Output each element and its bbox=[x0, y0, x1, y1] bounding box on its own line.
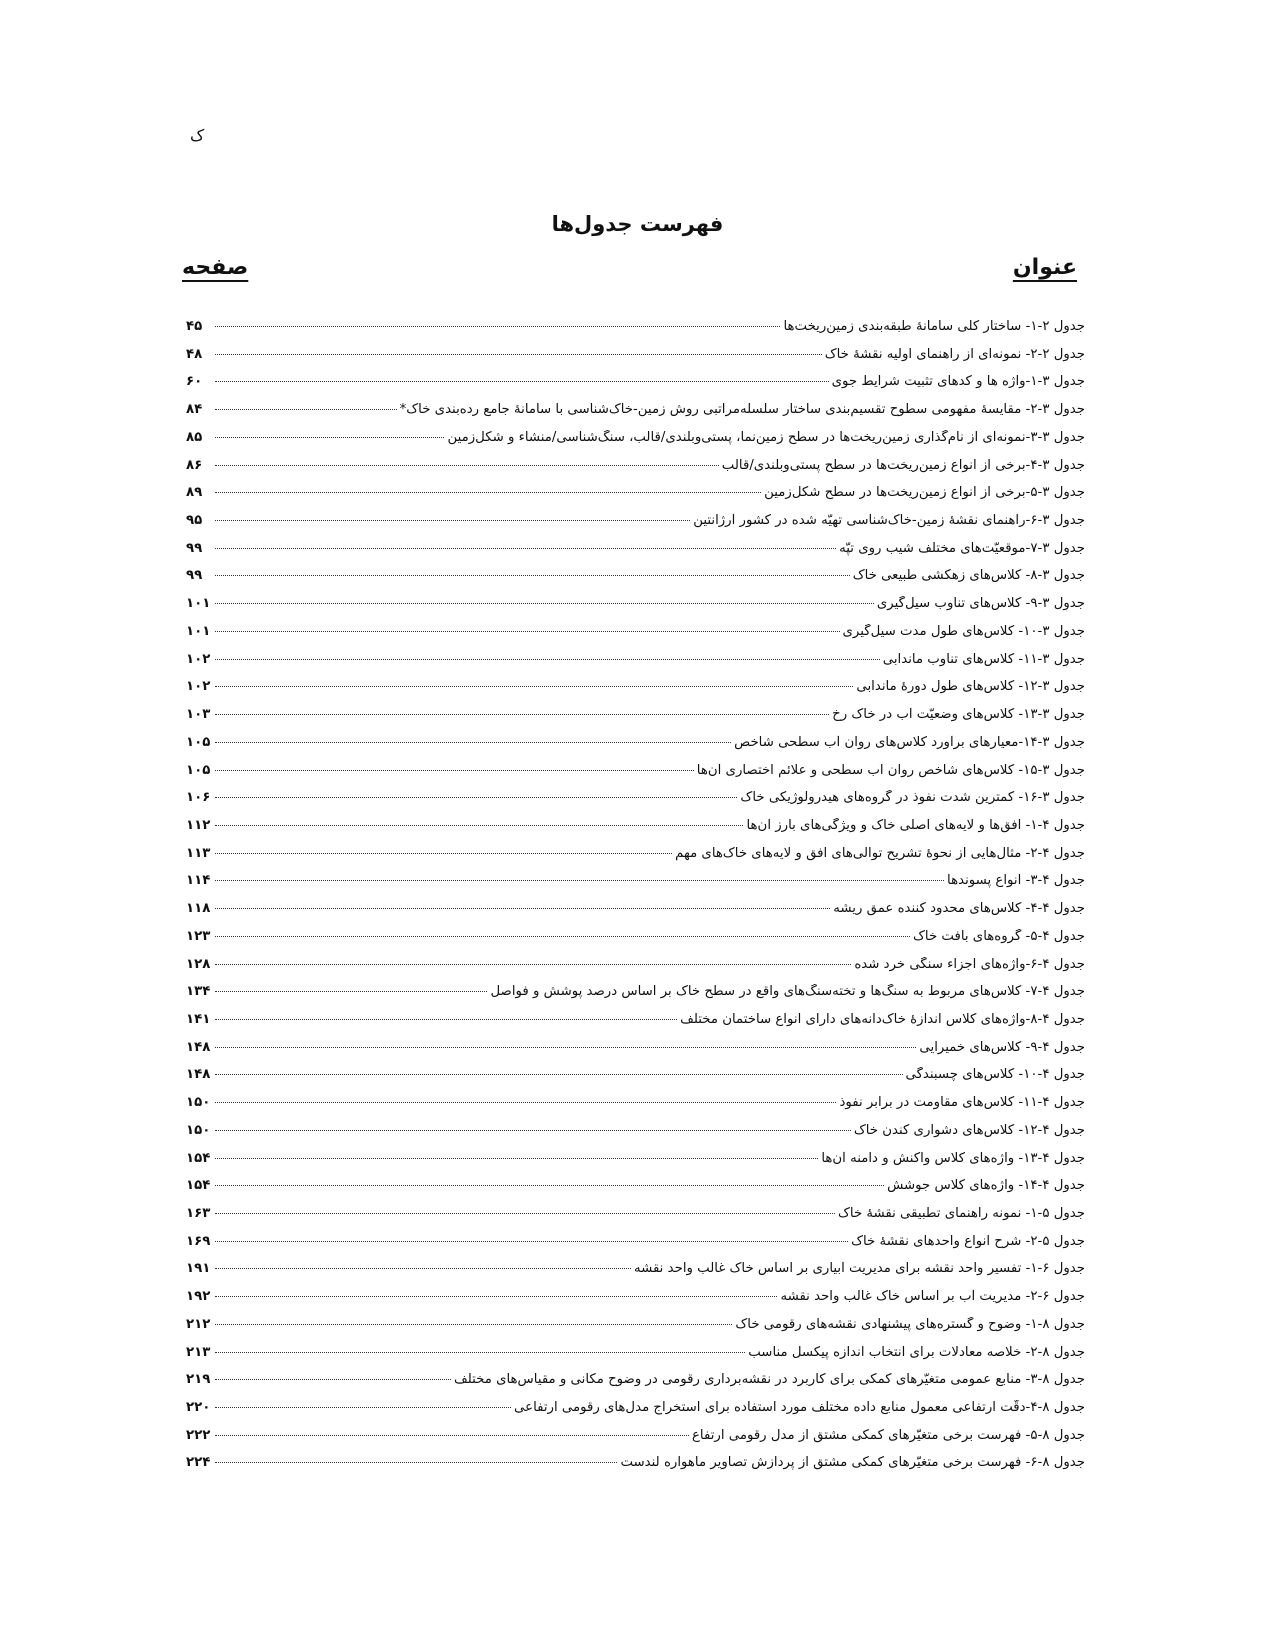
toc-entry[interactable] bbox=[186, 901, 1085, 929]
dot-leader bbox=[215, 825, 743, 826]
toc-entry-page-number: ۱۶۳ bbox=[186, 1206, 211, 1221]
dot-leader bbox=[215, 908, 830, 909]
title-column-header: عنوان bbox=[1012, 255, 1077, 280]
toc-entry[interactable] bbox=[186, 679, 1085, 707]
dot-leader bbox=[215, 603, 874, 604]
toc-entry-title: جدول ۴-۱۱- کلاس‌های مقاومت در برابر نفوذ bbox=[839, 1095, 1085, 1111]
toc-entry-page-number: ۱۱۳ bbox=[186, 845, 211, 861]
toc-entry-page-number: ۱۰۵ bbox=[186, 734, 211, 750]
toc-entry-title: جدول ۳-۳-نمونه‌ای از نام‌گذاری زمین‌ریخت‌ها در سطح زمین‌نما، پستی‌وبلندی/قالب، سنگ‌شناسی/منشاء و شکل‌زمین bbox=[447, 429, 1085, 445]
toc-entry-page-number: ۸۴ bbox=[186, 402, 203, 418]
toc-entry-title: جدول ۳-۲- مقایسهٔ مفهومی سطوح تقسیم‌بندی ساختار سلسله‌مراتبی روش زمین-خاک‌شناسی با سامانهٔ جامع رده‌بندی خاک* bbox=[399, 402, 1085, 418]
dot-leader bbox=[215, 714, 829, 715]
toc-entry-title: جدول ۲-۱- ساختار کلّی سامانهٔ طبقه‌بندی زمین‌ریخت‌ها bbox=[783, 319, 1085, 334]
toc-entry[interactable] bbox=[186, 347, 1085, 375]
dot-leader bbox=[215, 575, 850, 576]
toc-entry-page-number: ۲۱۳ bbox=[186, 1344, 211, 1360]
toc-entry-title: جدول ۸-۱- وضوح و گستره‌های پیشنهادی نقشه‌های رقومی خاک bbox=[735, 1316, 1085, 1332]
toc-entry[interactable] bbox=[186, 652, 1085, 680]
toc-entry-title: جدول ۴-۱۳- واژه‌های کلاس واکنش و دامنه آن‌ها bbox=[821, 1150, 1085, 1166]
toc-entry[interactable] bbox=[186, 1289, 1085, 1317]
dot-leader bbox=[215, 520, 690, 521]
toc-entry[interactable] bbox=[186, 790, 1085, 818]
toc-entry-page-number: ۱۰۲ bbox=[186, 679, 211, 695]
toc-entry-title: جدول ۴-۱۰- کلاس‌های چسبندگی bbox=[905, 1067, 1085, 1083]
toc-entry-page-number: ۱۹۱ bbox=[186, 1261, 211, 1277]
dot-leader bbox=[215, 853, 672, 854]
toc-entry[interactable] bbox=[186, 1455, 1085, 1483]
toc-entry[interactable] bbox=[186, 846, 1085, 874]
dot-leader bbox=[215, 1130, 851, 1131]
dot-leader bbox=[215, 742, 731, 743]
toc-entry[interactable] bbox=[186, 735, 1085, 763]
toc-entry-page-number: ۹۵ bbox=[186, 513, 203, 529]
toc-entry[interactable] bbox=[186, 1345, 1085, 1373]
dot-leader bbox=[215, 991, 487, 992]
toc-entry-title: جدول ۵-۱- نمونه راهنمای تطبیقی نقشهٔ خاک bbox=[838, 1206, 1085, 1221]
toc-entry-page-number: ۱۰۳ bbox=[186, 707, 211, 723]
toc-entry-title: جدول ۳-۶-راهنمای نقشهٔ زمین-خاک‌شناسی تهیّه شده در کشور آرژانتین bbox=[693, 513, 1085, 529]
toc-entry[interactable] bbox=[186, 374, 1085, 402]
toc-entry-title: جدول ۴-۲- مثال‌هایی از نحوهٔ تشریح توالی‌های اُفق و لایه‌های خاک‌های مهم bbox=[675, 845, 1085, 861]
toc-entry-title: جدول ۵-۲- شرح انواع واحدهای نقشهٔ خاک bbox=[851, 1233, 1085, 1249]
dot-leader bbox=[215, 1185, 884, 1186]
toc-entry-page-number: ۲۱۲ bbox=[186, 1316, 211, 1332]
toc-entry-title: جدول ۶-۲- مدیریت آب بر اساس خاک غالب واحد نقشه bbox=[780, 1289, 1085, 1305]
toc-entry[interactable] bbox=[186, 319, 1085, 347]
toc-entry[interactable] bbox=[186, 541, 1085, 569]
page-title: فهرست جدول‌ها bbox=[551, 212, 724, 236]
dot-leader bbox=[215, 1268, 631, 1269]
toc-entry-page-number: ۹۹ bbox=[186, 568, 203, 584]
toc-entry-page-number: ۱۲۸ bbox=[186, 956, 211, 972]
toc-entry-title: جدول ۸-۳- منابع عمومی متغیّرهای کمکی برای کاربرد در نقشه‌برداری رقومی در وضوح مکانی و مقیاس‌های مختلف bbox=[453, 1372, 1085, 1388]
toc-entry-title: جدول ۴-۸-واژه‌های کلاس اندازهٔ خاک‌دانه‌های دارای انواع ساختمان مختلف bbox=[680, 1011, 1085, 1027]
toc-entry-page-number: ۹۹ bbox=[186, 540, 203, 556]
page-letter: ک bbox=[190, 126, 205, 145]
toc-entry-page-number: ۸۹ bbox=[186, 485, 203, 501]
dot-leader bbox=[215, 1407, 511, 1408]
toc-entry-title: جدول ۳-۱۱- کلاس‌های تناوب ماندابی bbox=[882, 651, 1085, 667]
dot-leader bbox=[215, 1462, 617, 1463]
dot-leader bbox=[215, 437, 444, 438]
toc-entry[interactable] bbox=[186, 1151, 1085, 1179]
toc-entry[interactable] bbox=[186, 1040, 1085, 1068]
toc-entry[interactable] bbox=[186, 624, 1085, 652]
table-of-tables-list bbox=[186, 319, 1085, 1483]
toc-entry[interactable] bbox=[186, 707, 1085, 735]
dot-leader bbox=[215, 1324, 732, 1325]
toc-entry-page-number: ۱۰۱ bbox=[186, 623, 211, 639]
toc-entry-page-number: ۱۰۲ bbox=[186, 651, 211, 667]
toc-entry-page-number: ۶۰ bbox=[186, 374, 203, 390]
dot-leader bbox=[215, 880, 944, 881]
toc-entry-page-number: ۱۵۴ bbox=[186, 1150, 211, 1166]
toc-entry[interactable] bbox=[186, 957, 1085, 985]
toc-entry-page-number: ۱۴۸ bbox=[186, 1039, 211, 1055]
toc-entry-title: جدول ۸-۲- خلاصه معادلات برای انتخاب اندازه پیکسل مناسب bbox=[748, 1344, 1085, 1360]
dot-leader bbox=[215, 354, 822, 355]
toc-entry-page-number: ۲۱۹ bbox=[186, 1372, 211, 1388]
toc-entry-title: جدول ۳-۷-موقعیّت‌های مختلف شیب روی تپّه bbox=[839, 540, 1085, 556]
toc-entry[interactable] bbox=[186, 402, 1085, 430]
toc-entry[interactable] bbox=[186, 458, 1085, 486]
dot-leader bbox=[215, 659, 880, 660]
dot-leader bbox=[215, 1435, 689, 1436]
toc-entry-title: جدول ۳-۵-برخی از انواع زمین‌ریخت‌ها در سطح شکل‌زمین bbox=[764, 485, 1085, 501]
dot-leader bbox=[215, 1074, 903, 1075]
dot-leader bbox=[215, 1158, 818, 1159]
toc-entry[interactable] bbox=[186, 984, 1085, 1012]
toc-entry-page-number: ۱۱۸ bbox=[186, 901, 211, 917]
dot-leader bbox=[215, 964, 851, 965]
dot-leader bbox=[215, 770, 694, 771]
toc-entry-page-number: ۴۵ bbox=[186, 319, 203, 334]
dot-leader bbox=[215, 1213, 835, 1214]
toc-entry-title: جدول ۴-۵- گروه‌های بافت خاک bbox=[913, 928, 1085, 944]
toc-entry[interactable] bbox=[186, 1234, 1085, 1262]
toc-entry-title: جدول ۸-۵- فهرست برخی متغیّرهای کمکی مشتق از مدل رقومی ارتفاع bbox=[692, 1427, 1085, 1443]
toc-entry-title: جدول ۴-۱۲- کلاس‌های دشواری کندن خاک bbox=[853, 1122, 1085, 1138]
toc-entry[interactable] bbox=[186, 1206, 1085, 1234]
toc-entry-page-number: ۱۱۲ bbox=[186, 817, 211, 833]
toc-entry-title: جدول ۳-۱۰- کلاس‌های طول مدت سیل‌گیری bbox=[842, 623, 1085, 639]
dot-leader bbox=[215, 797, 737, 798]
dot-leader bbox=[215, 936, 910, 937]
toc-entry-page-number: ۲۲۴ bbox=[186, 1455, 211, 1471]
toc-entry-title: جدول ۳-۱۶- کمترین شدت نفوذ در گروه‌های هیدرولوژیکی خاک bbox=[740, 790, 1085, 806]
toc-entry-page-number: ۱۵۰ bbox=[186, 1095, 211, 1111]
dot-leader bbox=[215, 1379, 451, 1380]
dot-leader bbox=[215, 1102, 836, 1103]
toc-entry[interactable] bbox=[186, 1178, 1085, 1206]
dot-leader bbox=[215, 1352, 745, 1353]
toc-entry-title: جدول ۴-۳- انواع پسوندها bbox=[947, 873, 1085, 889]
dot-leader bbox=[215, 1241, 848, 1242]
toc-entry-page-number: ۲۲۰ bbox=[186, 1400, 211, 1416]
dot-leader bbox=[215, 409, 397, 410]
toc-entry-title: جدول ۳-۱-واژه ها و کدهای تثبیت شرایط جوی bbox=[831, 374, 1085, 390]
toc-entry[interactable] bbox=[186, 1012, 1085, 1040]
toc-entry[interactable] bbox=[186, 873, 1085, 901]
toc-entry-title: جدول ۸-۴-دقّت ارتفاعی معمول منابع داده مختلف مورد استفاده برای استخراج مدل‌های رقومی ارتفاعی bbox=[514, 1400, 1085, 1416]
toc-entry-title: جدول ۸-۶- فهرست برخی متغیّرهای کمکی مشتق از پردازش تصاویر ماهواره لندست bbox=[620, 1455, 1085, 1471]
dot-leader bbox=[215, 548, 836, 549]
toc-entry[interactable] bbox=[186, 818, 1085, 846]
toc-entry-page-number: ۲۲۲ bbox=[186, 1427, 211, 1443]
toc-entry[interactable] bbox=[186, 485, 1085, 513]
toc-entry-title: جدول ۴-۱۴- واژه‌های کلاس جوشش bbox=[887, 1178, 1085, 1194]
dot-leader bbox=[215, 1296, 777, 1297]
toc-entry-page-number: ۱۹۲ bbox=[186, 1289, 211, 1305]
toc-entry-page-number: ۱۰۱ bbox=[186, 596, 211, 612]
toc-entry-title: جدول ۴-۱- اُفق‌ها و لایه‌های اصلی خاک و ویژگی‌های بارز آن‌ها bbox=[746, 817, 1085, 833]
toc-entry-title: جدول ۴-۴- کلاس‌های محدود کننده عمق ریشه bbox=[833, 901, 1085, 917]
toc-entry-page-number: ۴۸ bbox=[186, 346, 203, 362]
toc-entry-page-number: ۱۵۰ bbox=[186, 1122, 211, 1138]
toc-entry[interactable] bbox=[186, 763, 1085, 791]
toc-entry[interactable] bbox=[186, 430, 1085, 458]
toc-entry-title: جدول ۶-۱- تفسیر واحد نقشه برای مدیریت آبیاری بر اساس خاک غالب واحد نقشه bbox=[633, 1261, 1085, 1277]
toc-entry-page-number: ۱۵۴ bbox=[186, 1178, 211, 1194]
dot-leader bbox=[215, 492, 761, 493]
toc-entry-title: جدول ۳-۱۵- کلاس‌های شاخص روان آب سطحی و علائم اختصاری آن‌ها bbox=[696, 762, 1085, 778]
toc-entry-page-number: ۸۶ bbox=[186, 457, 203, 473]
toc-entry[interactable] bbox=[186, 596, 1085, 624]
toc-entry-page-number: ۱۶۹ bbox=[186, 1233, 211, 1249]
toc-entry[interactable] bbox=[186, 1095, 1085, 1123]
toc-entry-title: جدول ۳-۱۳- کلاس‌های وضعیّت آب در خاک رخ bbox=[832, 707, 1085, 723]
toc-entry[interactable] bbox=[186, 1261, 1085, 1289]
toc-entry[interactable] bbox=[186, 1428, 1085, 1456]
toc-entry-title: جدول ۳-۱۲- کلاس‌های طول دورهٔ ماندابی bbox=[856, 679, 1085, 695]
dot-leader bbox=[215, 1019, 677, 1020]
toc-entry[interactable] bbox=[186, 929, 1085, 957]
dot-leader bbox=[215, 1047, 916, 1048]
toc-entry-title: جدول ۲-۲- نمونه‌ای از راهنمای اولیه نقشهٔ خاک bbox=[824, 346, 1085, 362]
toc-entry-page-number: ۱۴۸ bbox=[186, 1067, 211, 1083]
toc-entry-page-number: ۱۲۳ bbox=[186, 928, 211, 944]
toc-entry[interactable] bbox=[186, 1067, 1085, 1095]
dot-leader bbox=[215, 465, 719, 466]
toc-entry[interactable] bbox=[186, 1372, 1085, 1400]
dot-leader bbox=[215, 326, 780, 327]
toc-entry[interactable] bbox=[186, 1317, 1085, 1345]
toc-entry-page-number: ۱۰۵ bbox=[186, 762, 211, 778]
toc-entry-page-number: ۱۳۴ bbox=[186, 984, 211, 1000]
dot-leader bbox=[215, 686, 853, 687]
toc-entry-title: جدول ۳-۱۴-معیارهای برآورد کلاس‌های روان آب سطحی شاخص bbox=[734, 734, 1085, 750]
toc-entry[interactable] bbox=[186, 568, 1085, 596]
toc-entry[interactable] bbox=[186, 1123, 1085, 1151]
toc-entry-title: جدول ۳-۸- کلاس‌های زهکشی طبیعی خاک bbox=[852, 568, 1085, 584]
toc-entry-title: جدول ۴-۷- کلاس‌های مربوط به سنگ‌ها و تخته‌سنگ‌های واقع در سطح خاک بر اساس درصد پوشش و فواصل bbox=[490, 984, 1085, 1000]
dot-leader bbox=[215, 631, 840, 632]
toc-entry-title: جدول ۴-۶-واژه‌های اجزاء سنگی خرد شده bbox=[854, 956, 1085, 972]
dot-leader bbox=[215, 381, 829, 382]
toc-entry-page-number: ۱۱۴ bbox=[186, 873, 211, 889]
page-column-header: صفحه bbox=[182, 255, 249, 280]
toc-entry-page-number: ۱۰۶ bbox=[186, 790, 211, 806]
toc-entry-title: جدول ۳-۴-برخی از انواع زمین‌ریخت‌ها در سطح پستی‌وبلندی/قالب bbox=[721, 457, 1085, 473]
toc-entry[interactable] bbox=[186, 513, 1085, 541]
toc-entry-title: جدول ۴-۹- کلاس‌های خمیرایی bbox=[919, 1039, 1085, 1055]
toc-entry-page-number: ۸۵ bbox=[186, 429, 203, 445]
toc-entry[interactable] bbox=[186, 1400, 1085, 1428]
toc-entry-title: جدول ۳-۹- کلاس‌های تناوب سیل‌گیری bbox=[876, 596, 1085, 612]
toc-entry-page-number: ۱۴۱ bbox=[186, 1011, 211, 1027]
